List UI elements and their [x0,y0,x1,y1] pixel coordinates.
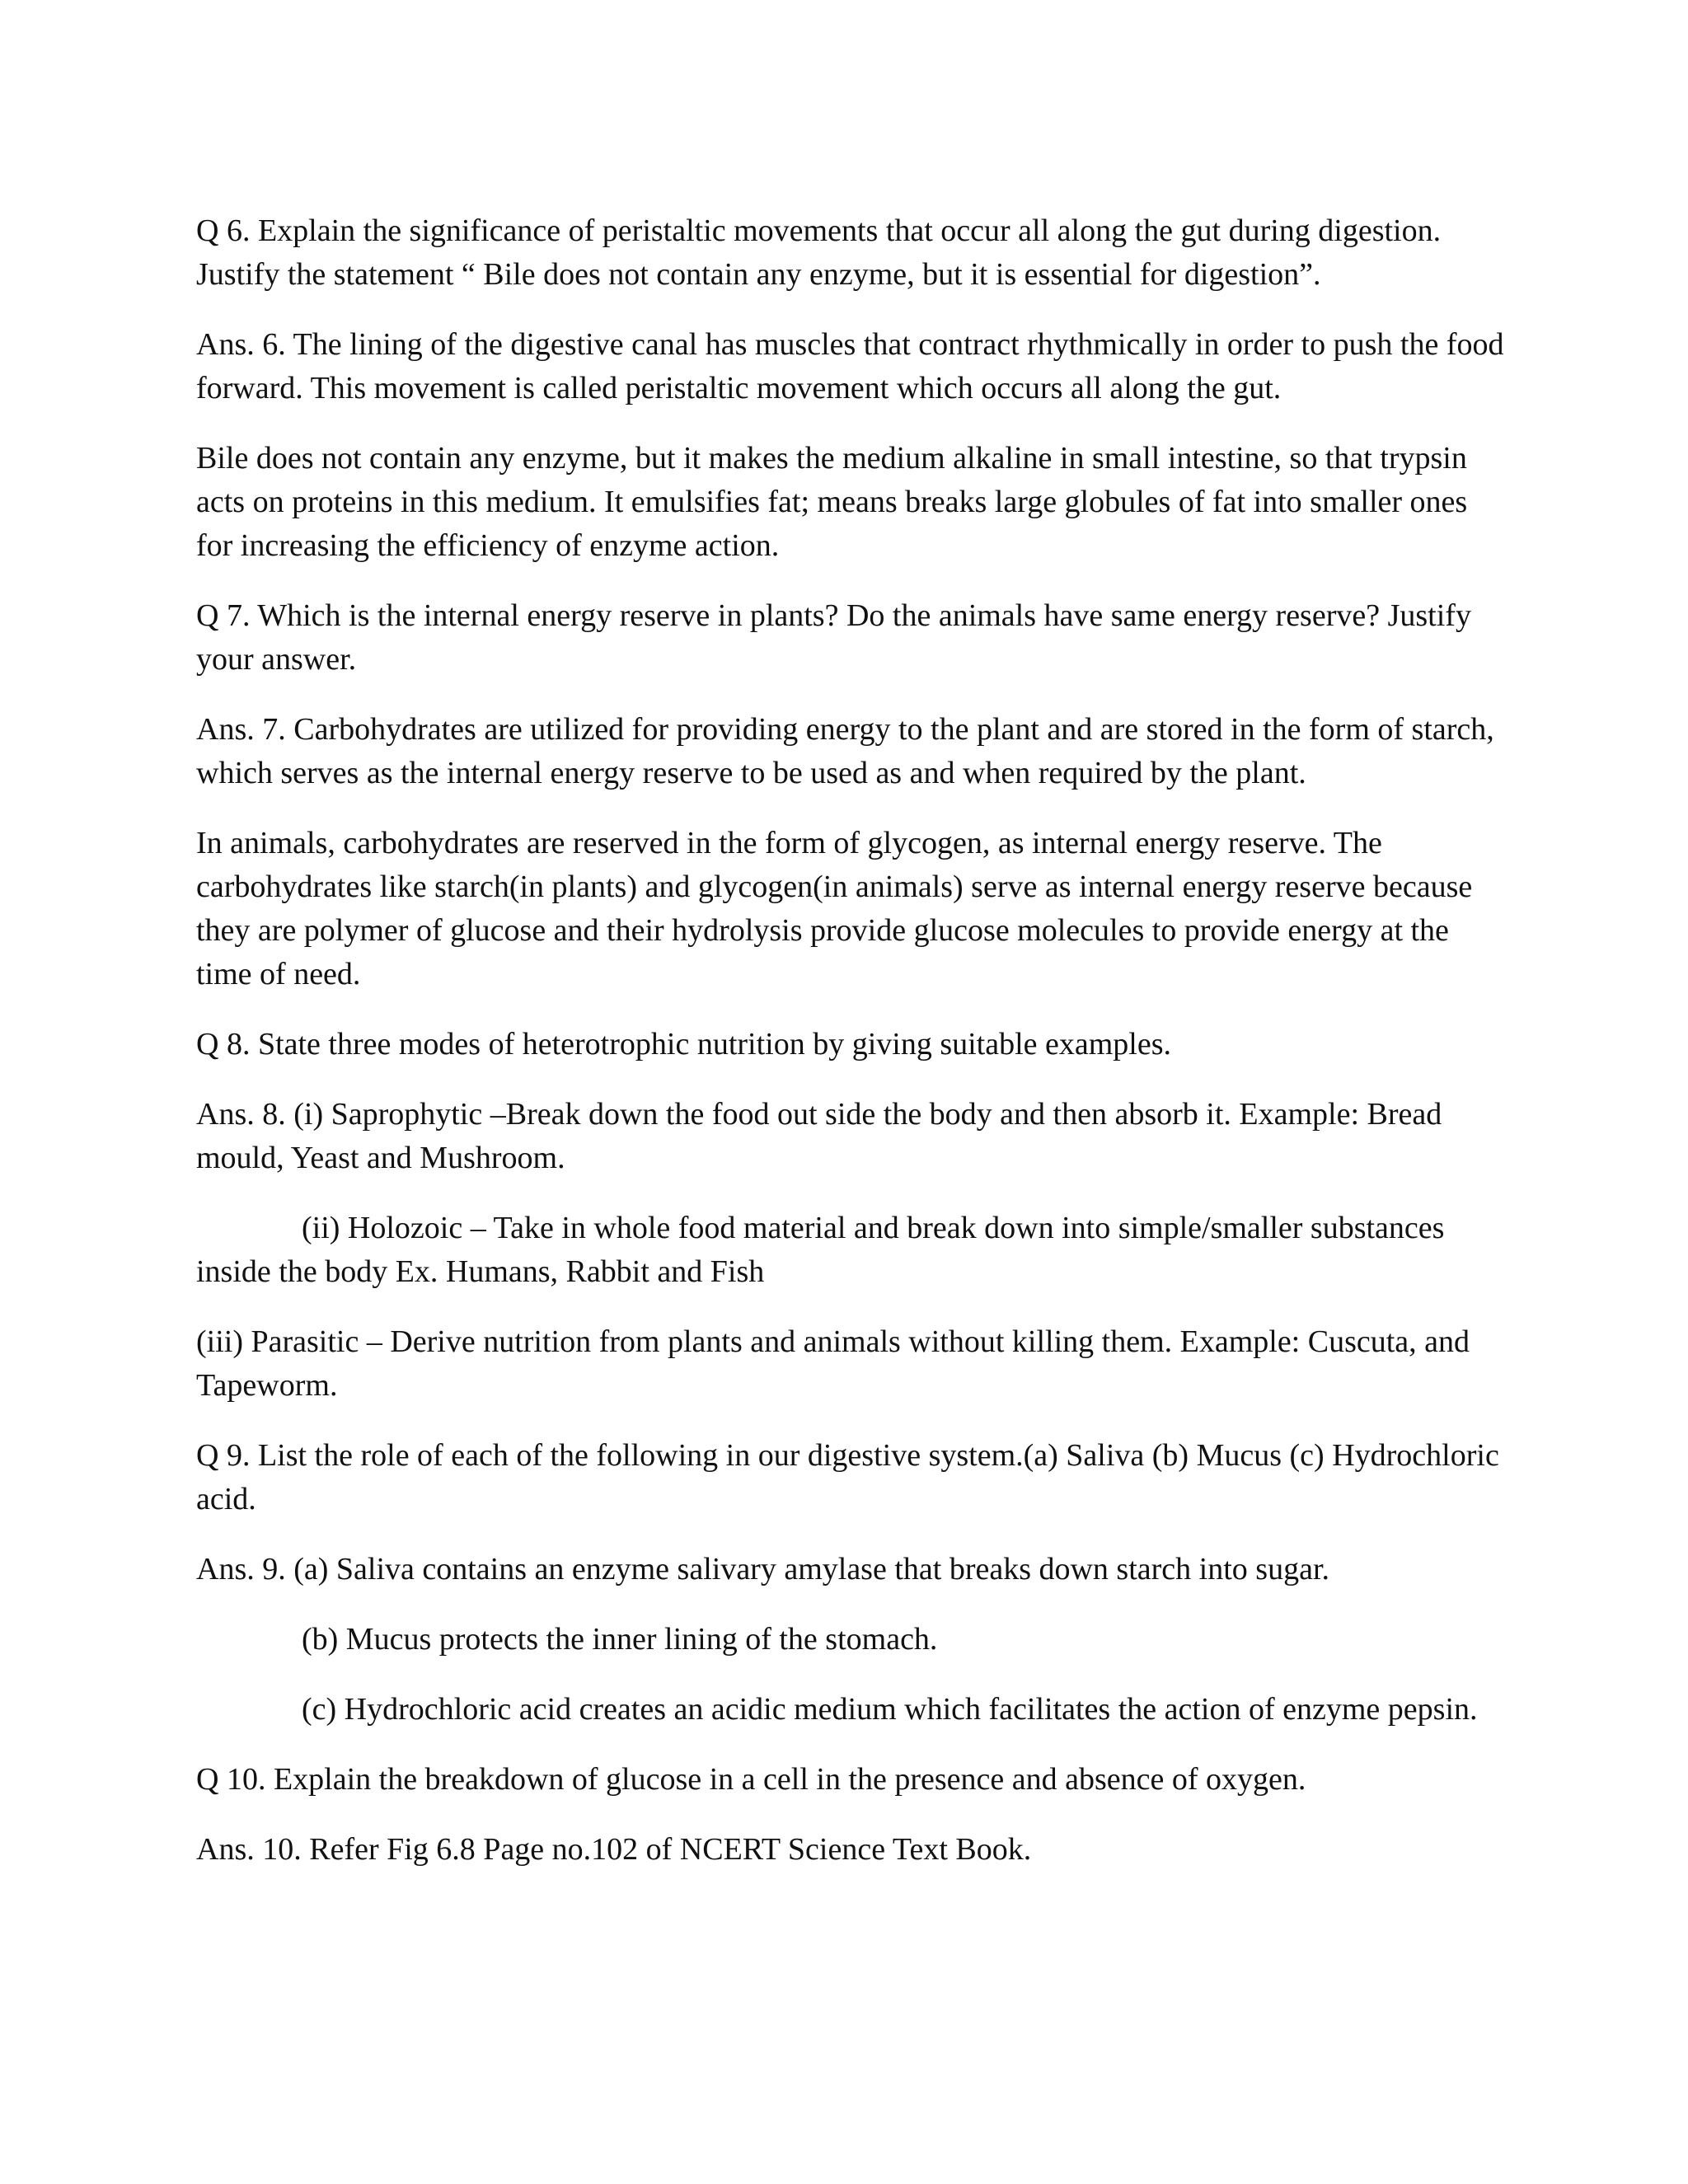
text-line: inside the body Ex. Humans, Rabbit and Fish [196,1254,765,1289]
text-line: Q 9. List the role of each of the following in our digestive system.(a) Saliva (b) Mucus (c) Hydrochloric [196,1438,1499,1473]
text-line: carbohydrates like starch(in plants) and glycogen(in animals) serve as internal energy reserve because [196,869,1473,904]
question-10 [196,1758,1558,1802]
text-line: Ans. 7. Carbohydrates are utilized for providing energy to the plant and are stored in the form of starch, [196,712,1494,747]
page-content [196,209,1558,1898]
answer-7-animals [196,822,1558,996]
text-line: acid. [196,1482,256,1516]
text-line: Q 7. Which is the internal energy reserve in plants? Do the animals have same energy reserve? Justify [196,598,1471,633]
text-line: time of need. [196,957,361,991]
text-line: for increasing the efficiency of enzyme action. [196,528,780,563]
text-line: Ans. 9. (a) Saliva contains an enzyme salivary amylase that breaks down starch into sugar. [196,1552,1329,1586]
question-9 [196,1434,1558,1521]
text-line: (ii) Holozoic – Take in whole food material and break down into simple/smaller substances [302,1211,1445,1245]
text-line: Justify the statement “ Bile does not contain any enzyme, but it is essential for digestion”. [196,257,1321,292]
question-7 [196,594,1558,682]
answer-9-saliva [196,1548,1558,1591]
text-line: (iii) Parasitic – Derive nutrition from plants and animals without killing them. Example: Cuscuta, and [196,1324,1470,1359]
answer-8-saprophytic [196,1093,1558,1180]
answer-8-holozoic [196,1207,1558,1294]
answer-6-bile [196,437,1558,568]
question-8 [196,1023,1558,1066]
text-line: forward. This movement is called peristaltic movement which occurs all along the gut. [196,371,1282,405]
text-line: Ans. 8. (i) Saprophytic –Break down the food out side the body and then absorb it. Example: Bread [196,1097,1442,1132]
text-line: Tapeworm. [196,1368,338,1403]
text-line: acts on proteins in this medium. It emulsifies fat; means breaks large globules of fat into smaller ones [196,485,1468,519]
text-line: Ans. 10. Refer Fig 6.8 Page no.102 of NCERT Science Text Book. [196,1832,1032,1867]
text-line: Ans. 6. The lining of the digestive canal has muscles that contract rhythmically in order to push the food [196,327,1504,362]
text-line: (c) Hydrochloric acid creates an acidic medium which facilitates the action of enzyme pepsin. [302,1692,1478,1727]
answer-9-hydrochloric-acid [196,1688,1558,1732]
text-line: (b) Mucus protects the inner lining of the stomach. [302,1622,938,1657]
text-line: Bile does not contain any enzyme, but it makes the medium alkaline in small intestine, so that trypsin [196,441,1467,476]
answer-6 [196,323,1558,410]
text-line: Q 6. Explain the significance of peristaltic movements that occur all along the gut during digestion. [196,213,1442,248]
question-6 [196,209,1558,297]
text-line: mould, Yeast and Mushroom. [196,1141,565,1175]
answer-8-parasitic [196,1320,1558,1408]
text-line: your answer. [196,642,357,677]
answer-10 [196,1828,1558,1872]
answer-9-mucus [196,1618,1558,1661]
text-line: Q 8. State three modes of heterotrophic nutrition by giving suitable examples. [196,1027,1172,1062]
answer-7 [196,708,1558,795]
text-line: they are polymer of glucose and their hydrolysis provide glucose molecules to provide energy at the [196,913,1449,948]
text-line: In animals, carbohydrates are reserved in the form of glycogen, as internal energy reserve. The [196,826,1382,860]
text-line: which serves as the internal energy reserve to be used as and when required by the plant. [196,756,1306,790]
text-line: Q 10. Explain the breakdown of glucose in a cell in the presence and absence of oxygen. [196,1762,1306,1797]
